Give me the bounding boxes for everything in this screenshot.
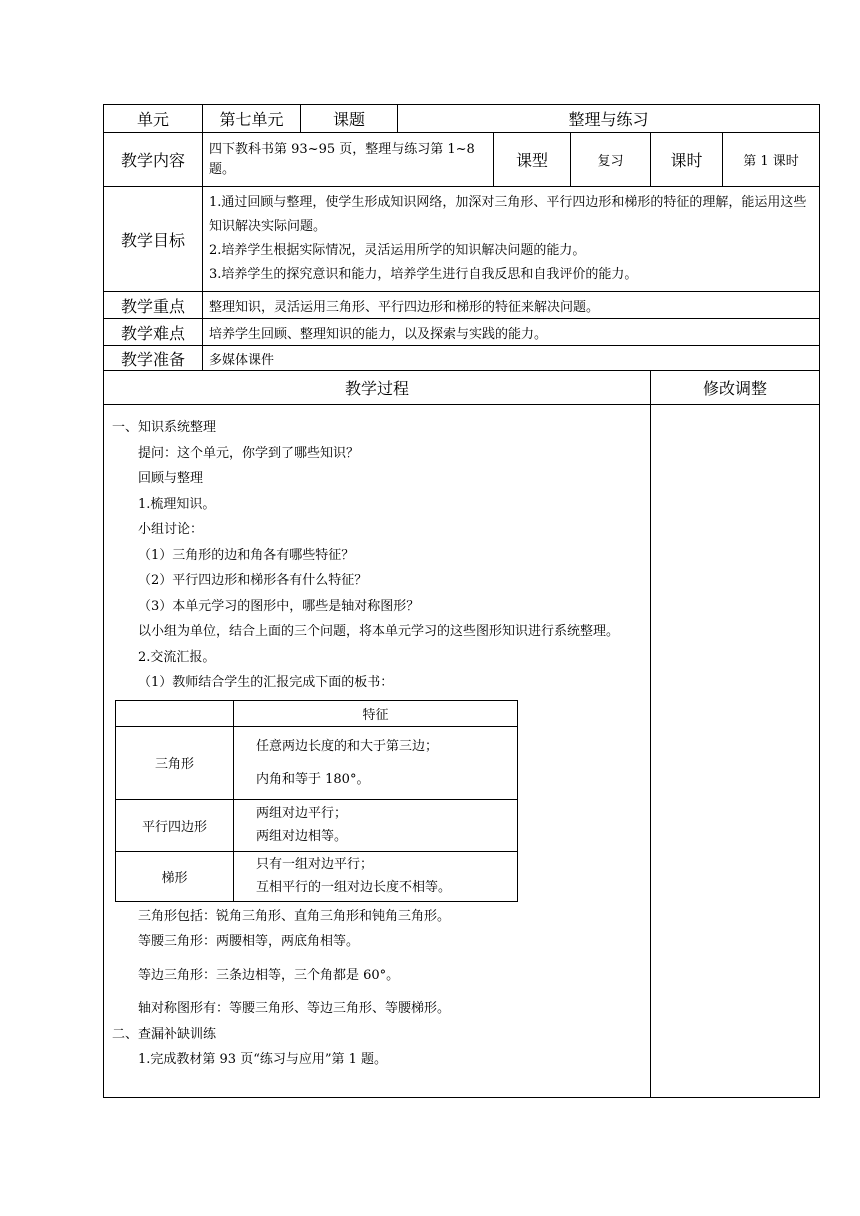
process-line: 小组讨论：: [138, 522, 204, 537]
board-feature-line: 互相平行的一组对边长度不相等。: [256, 880, 452, 895]
unit-label: 单元: [104, 105, 203, 133]
board-feature-line: 两组对边相等。: [256, 829, 348, 844]
process-line: 2.交流汇报。: [138, 649, 216, 665]
revision-column: [651, 405, 820, 1098]
process-line: 1.梳理知识。: [138, 496, 216, 512]
key-points-label: 教学重点: [104, 292, 203, 319]
objective-item: 1.通过回顾与整理，使学生形成知识网络，加深对三角形、平行四边形和梯形的特征的理解，能运用这些知识解决实际问题。: [209, 195, 807, 234]
board-row: [116, 851, 518, 901]
revision-title: 修改调整: [651, 371, 820, 405]
board-shape: 三角形: [116, 726, 234, 799]
period-value: 第 1 课时: [723, 133, 820, 187]
process-line: 以小组为单位，结合上面的三个问题，将本单元学习的这些图形知识进行系统整理。: [138, 624, 620, 639]
board-shape: 梯形: [116, 851, 234, 901]
board-features: [234, 851, 518, 901]
section-heading: 一、知识系统整理: [112, 420, 217, 435]
board-corner-cell: [116, 700, 234, 726]
topic-label: 课题: [301, 105, 398, 133]
process-line: 回顾与整理: [138, 471, 204, 486]
key-points-value: 整理知识，灵活运用三角形、平行四边形和梯形的特征来解决问题。: [203, 292, 820, 319]
header-row: [104, 105, 820, 133]
lesson-type-value: 复习: [571, 133, 651, 187]
preparation-row: [104, 346, 820, 371]
board-row: [116, 799, 518, 851]
period-label: 课时: [651, 133, 723, 187]
process-line: 等腰三角形：两腰相等，两底角相等。: [138, 934, 360, 949]
process-line: 等边三角形：三条边相等，三个角都是 60°。: [138, 967, 400, 983]
board-features: [234, 799, 518, 851]
process-line: 提问：这个单元，你学到了哪些知识？: [138, 445, 360, 461]
content-label: 教学内容: [104, 133, 203, 187]
objectives-row: [104, 187, 820, 292]
process-line: 轴对称图形有：等腰三角形、等边三角形、等腰梯形。: [138, 1001, 451, 1016]
board-feature-line: 任意两边长度的和大于第三边；: [256, 738, 439, 754]
blackboard-summary-table: [115, 700, 518, 902]
lesson-plan-table: [103, 104, 820, 1098]
objectives-content: [203, 187, 820, 292]
board-features: [234, 726, 518, 799]
key-points-row: [104, 292, 820, 319]
process-line: （3）本单元学习的图形中，哪些是轴对称图形？: [138, 598, 420, 614]
process-content: [104, 405, 651, 1098]
board-feature-line: 只有一组对边平行；: [256, 857, 374, 872]
content-value: 四下教科书第 93~95 页，整理与练习第 1~8 题。: [203, 133, 494, 187]
process-line: 三角形包括：锐角三角形、直角三角形和钝角三角形。: [138, 908, 451, 924]
objectives-label: 教学目标: [104, 187, 203, 292]
preparation-label: 教学准备: [104, 346, 203, 371]
unit-value: 第七单元: [203, 105, 301, 133]
process-body-row: [104, 405, 820, 1098]
process-line: （2）平行四边形和梯形各有什么特征？: [138, 573, 368, 588]
board-shape: 平行四边形: [116, 799, 234, 851]
objective-item: 3.培养学生的探究意识和能力，培养学生进行自我反思和自我评价的能力。: [209, 267, 638, 282]
difficulties-value: 培养学生回顾、整理知识的能力，以及探索与实践的能力。: [203, 319, 820, 346]
difficulties-label: 教学难点: [104, 319, 203, 346]
topic-value: 整理与练习: [398, 105, 820, 133]
process-title: 教学过程: [104, 371, 651, 405]
content-row: [104, 133, 820, 187]
board-feature-line: 内角和等于 180°。: [256, 771, 370, 787]
board-row: [116, 726, 518, 799]
board-header-row: [116, 700, 518, 726]
process-line: （1）教师结合学生的汇报完成下面的板书：: [138, 675, 394, 690]
process-header-row: [104, 371, 820, 405]
objective-item: 2.培养学生根据实际情况，灵活运用所学的知识解决问题的能力。: [209, 243, 586, 258]
process-line: 1.完成教材第 93 页“练习与应用”第 1 题。: [138, 1052, 388, 1067]
section-heading: 二、查漏补缺训练: [112, 1026, 217, 1042]
difficulties-row: [104, 319, 820, 346]
lesson-type-label: 课型: [494, 133, 571, 187]
process-line: （1）三角形的边和角各有哪些特征？: [138, 547, 355, 563]
board-header: 特征: [234, 700, 518, 726]
preparation-value: 多媒体课件: [203, 346, 820, 371]
board-feature-line: 两组对边平行；: [256, 806, 348, 821]
